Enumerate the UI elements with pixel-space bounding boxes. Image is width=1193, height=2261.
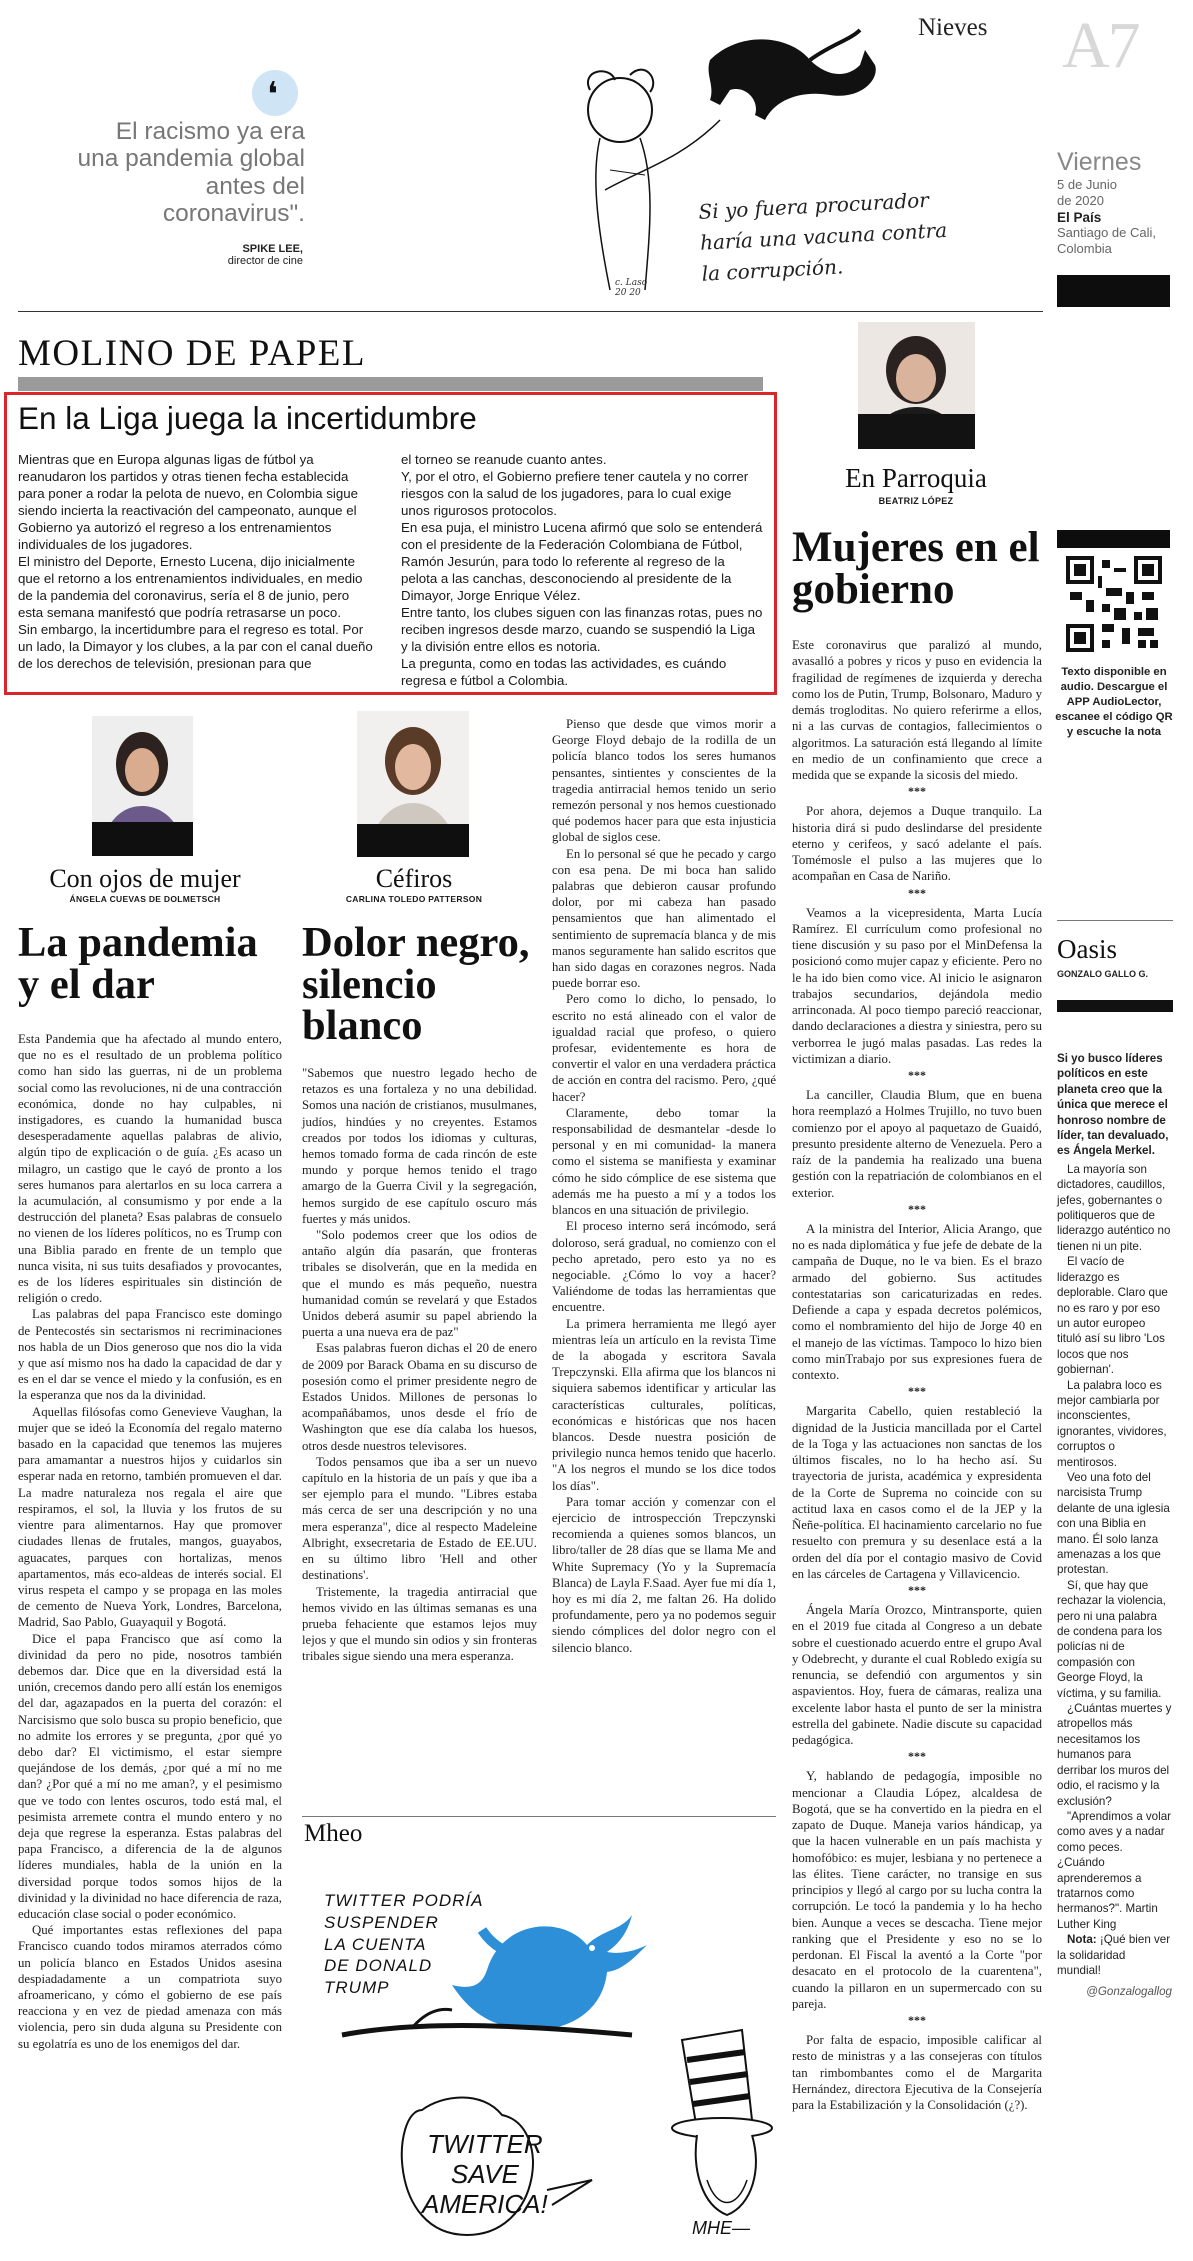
dolor-cont-p6: La primera herramienta me llegó ayer mientras leía un artículo en la revista Time de la abogada y escritora Savala Trepczynski. Ella afirma que los blancos ni siquiera sabemos identificar y articular las características culturales, políticas, económicas e históricas que nos hacen blancos. Desde nuestra posición de privilegio nunca hemos tenido que hacerlo. "A los negros el mundo se los dice todos los días".: [552, 1316, 776, 1493]
parroquia-column-name: En Parroquia: [845, 463, 987, 493]
parroquia-p5: A la ministra del Interior, Alicia Arango, que no es nada diplomática y fue jefe de debate de la campaña de Duque, no le va bien. Es el brazo armado del gobierno. Sus actitudes contestatarias son caricaturizadas en redes. Defiende a capa y espada decretos polémicos, como el nombramiento del hijo de Jorge 40 en el manejo de las víctimas. Tampoco lo hizo bien como minTrabajo por sus expresiones fuera de contexto.: [792, 1221, 1042, 1382]
parroquia-p8: Y, hablando de pedagogía, imposible no mencionar a Claudia López, alcaldesa de Bogotá, que se ha convertido en la piedra en el zapato de Duque. Maneja varios hándicap, ya que la hacen vulnerable en un país machista y homofóbico: es mujer, lesbiana y no pertenece a las élites. Tiene carácter, no transige en sus principios y llegó al cargo por su lucha contra la corrupción. Le tocó la pandemia y lo ha hecho bien. Aunque a veces se descacha. Tiene mejor ranking que el Presidente y eso no se lo perdonan. El Fiscal la aventó a la Corte "por desacato en el protocolo de la cuarentena", cuando la pillaron en un supermercado con su pareja.: [792, 1769, 1042, 2011]
oasis-body: [1057, 1051, 1172, 2000]
parroquia-p9: Por falta de espacio, imposible calificar al resto de ministras y a las consejeras con títulos tan rimbombantes como el de Margarita Hernández, directora Ejecutiva de la Consejería para la Estabilización y la Consolidación (¿?).: [792, 2033, 1042, 2112]
dolor-cont-p2: En lo personal sé que he pecado y cargo con esa pena. De mi boca han salido palabras que debieron causar profundo dolor, por mi cabeza han pasado pensamientos que han alimentado el sentimiento de supremacía blanca y de mis manos seguramente han salido escritos que han sido dagas en corazones negros. Nada puede borrar eso.: [552, 846, 776, 991]
page-number: A7: [1062, 9, 1139, 82]
pandemia-p2: Las palabras del papa Francisco este domingo de Pentecostés sin sectarismos ni recriminaciones nos habla de un Dios generoso que nos dio la vida y que así mismo nos ha dado la capacidad de dar y es en el dar se vence el miedo y la confusión, es en la esperanza que nos da la divinidad.: [18, 1307, 282, 1403]
separator: ***: [908, 784, 926, 799]
parroquia-p4: La canciller, Claudia Blum, que en buena hora reemplazó a Holmes Trujillo, no tuvo buen comienzo por el apoyo al paquetazo de Guaidó, presunto presidente alterno de Venezuela. Pero a raíz de la pandemia ha realizado una buena gestión con la repatriación de colombianos en el exterior.: [792, 1088, 1042, 1200]
separator: ***: [908, 885, 926, 900]
pandemia-p4: Dice el papa Francisco que así como la divinidad da pero no pide, nosotros también debemos dar. Dice que en la diversidad está la unión, crecemos dando pero allí están los enemigos del dar, agazapados en la puerta del corazón: el Narcisismo que solo busca su propio beneficio, que no admite los errores y se pregunta, ¿por qué yo debo dar? El victimismo, el estar siempre quejándose de los demás, ¿por qué a mí no me dan? ¿Por qué a mí no me aman?, y el pesimismo que ve todo con lentes oscuros, todo está mal, el pesimista arremete contra el mundo entero y no deja que regrese la esperanza. Estas palabras del papa Francisco, a diferencia de la de algunos líderes mundiales, habla de la unión en la diversidad porque todos somos hijos de la divinidad y la divinidad no hace diferencia de raza, educación clase social o poder económico.: [18, 1631, 282, 1921]
dolor-p5: Tristemente, la tragedia antirracial que hemos vivido en las últimas semanas es una prueba fehaciente que estamos lejos muy lejos y que el mundo sin odios y sin fronteras tribales sigue siendo una mera esperanza.: [302, 1584, 537, 1664]
oasis-p3: La palabra loco es mejor cambiarla por inconscientes, ignorantes, vividores, corruptos o mentirosos.: [1057, 1378, 1167, 1469]
molino-p8: La pregunta, como en todas las actividades, es cuándo regresa e fútbol a Colombia.: [401, 656, 727, 689]
dolor-author-photo: [357, 711, 469, 857]
molino-p5: Y, por el otro, el Gobierno prefiere tener cautela y no correr riesgos con la salud de los jugadores, para lo cual exige unos rigurosos protocolos.: [401, 469, 749, 519]
parroquia-p7: Ángela María Orozco, Mintransporte, quien en el 2019 fue citada al Congreso a un debate sobre el cuestionado acuerdo entre el grupo Aval y Odebrecht, y durante el cual Robledo exigía su renuncia, se defendió con argumentos y sin aspavientos. Hoy, fuera de cámaras, realiza una excelente labor hasta el punto de ser la ministra estrella del gabinete. Nadie discute su capacidad pedagógica.: [792, 1603, 1042, 1747]
dolor-cont-p3: Pero como lo dicho, lo pensado, lo escrito no está alineado con el valor de igualdad racial que profeso, o quiero profesar, evidentemente es hora de convertir el valor en una verdadera práctica de acción en contra del racismo. Pero, ¿qué hacer?: [552, 992, 776, 1104]
molino-col2: [401, 451, 763, 689]
separator: ***: [908, 1583, 926, 1597]
mheo-rule: [302, 1816, 776, 1817]
dolor-p3: Esas palabras fueron dichas el 20 de enero de 2009 por Barack Obama en su discurso de posesión como el primer presidente negro de Estados Unidos. Millones de personas lo acompañábamos, unos desde el frío de Washington que ese día calaba los huesos, otros desde nuestros televisores.: [302, 1341, 537, 1453]
parroquia-p6: Margarita Cabello, quien restableció la dignidad de la Justicia mancillada por el Cartel de la Toga y las actuaciones non sanctas de los últimos fiscales, no lo ha hecho así. Su trayectoria de jurista, académica y expresidenta de la Corte de Suprema no coincide con su actitud laxa en casos como el de la JEP y la Ñeñe-política. El hacinamiento carcelario no fue resuelto con premura y su desenlace está a la orden del día por el contagio masivo de Covid en las cárceles de Cartagena y Villavicencio.: [792, 1404, 1042, 1581]
mheo-label: Mheo: [304, 1820, 363, 1847]
parroquia-title: Mujeres en el gobierno: [792, 524, 1040, 614]
dolor-body: [302, 1065, 537, 1665]
pull-quote: [70, 118, 305, 228]
pull-quote-text: El racismo ya era una pandemia global antes del coronavirus".: [77, 118, 305, 228]
quote-mark-icon: [252, 70, 298, 116]
oasis-p4: Veo una foto del narcisista Trump delante de una iglesia con una Biblia en mano. Él solo lanza amenazas a los que protestan.: [1057, 1470, 1170, 1577]
dateline-paper: El País: [1057, 209, 1102, 225]
oasis-nota-label: Nota:: [1067, 1933, 1097, 1947]
dolor-cont-p5: El proceso interno será incómodo, será doloroso, será gradual, no comienzo con el pecho apretado, pero esto ya no es negociable. ¿Cómo lo voy a hacer? Valiéndome de todas las herramientas que encuentre.: [552, 1219, 776, 1315]
parroquia-body: [792, 637, 1042, 2113]
black-block: [1057, 275, 1170, 307]
molino-col1: [18, 451, 375, 672]
dolor-continued: [552, 716, 776, 1656]
molino-p1: Mientras que en Europa algunas ligas de fútbol ya reanudaron los partidos y otras tienen fecha establecida para poner a rodar la pelota de nuevo, en Colombia sigue siendo incierta la reactivación del campeonato, aunque el Gobierno ya autorizó el regreso a los entrenamientos individuales de los jugadores.: [18, 452, 359, 553]
cartoon-signature: c. Laso 20 20: [615, 278, 648, 298]
separator: ***: [908, 1384, 926, 1399]
molino-p6: En esa puja, el ministro Lucena afirmó que solo se entenderá con el presidente de la Federación Colombiana de Fútbol, Ramón Jesurún, para todo lo referente al regreso de la pelota a las canchas, desconociendo al presidente de la Dimayor, Jorge Enrique Vélez.: [401, 520, 763, 604]
svg-text:❛: ❛: [267, 75, 278, 115]
parroquia-p2: Por ahora, dejemos a Duque tranquilo. La historia dirá si pudo deslindarse del presidente eterno y cerifeos, y sacó adelante el país. Tomémosle el pulso a las mujeres que lo acompañan en Casa de Nariño.: [792, 804, 1042, 884]
separator: ***: [908, 1201, 926, 1216]
molino-p4: el torneo se reanude cuanto antes.: [401, 452, 607, 467]
molino-p7: Entre tanto, los clubes siguen con las finanzas rotas, pues no reciben ingresos desde marzo, cuando se suspendió la Liga y la división entre ellos es notoria.: [401, 605, 763, 655]
dolor-cont-p7: Para tomar acción y comenzar con el ejercicio de introspección Trepczynski recomienda a quienes somos blancos, un libro/taller de 28 días que se llama Me and White Supremacy (Yo y la Supremacía Blanca) de Layla F.Saad. Ayer fue mi día 1, hoy es mi día 2, me faltan 26. Ha dolido profundamente, pero ya no podemos seguir siendo cómplices del dolor negro con el silencio blanco.: [552, 1494, 776, 1655]
quote-author: SPIKE LEE,: [242, 243, 303, 255]
dolor-p2: "Solo podemos creer que los odios de antaño algún día pasarán, que fronteras tribales se disolverán, que en la medida en que el mundo es más pequeño, nuestra humanidad común se revelará y que Estados Unidos deberá asumir su papel abriendo la puerta a una nueva era de paz": [302, 1228, 537, 1340]
oasis-rule: [1057, 1000, 1173, 1012]
parroquia-author: BEATRIZ LÓPEZ: [878, 496, 954, 506]
dateline-day: Viernes: [1057, 148, 1142, 176]
oasis-top-rule: [1057, 920, 1173, 921]
oasis-lead: Si yo busco líderes políticos en este planeta creo que la única que merece el honroso nombre de líder, tan devaluado, es Ángela Merkel.: [1057, 1052, 1169, 1158]
section-name: Nieves: [918, 14, 988, 41]
dateline: [1057, 148, 1187, 257]
qr-caption: Texto disponible en audio. Descargue el APP AudioLector, escanee el código QR y escuche la nota: [1055, 666, 1173, 739]
oasis-nota-text: ¡Qué bien ver la solidaridad mundial!: [1057, 1933, 1171, 1977]
pandemia-p5: Qué importantes estas reflexiones del papa Francisco cuando todos miramos aterrados cómo un policía blanco en Estados Unidos asesina despiadadamente a un compatriota suyo afroamericano, y cómo el gobierno de ese país reacciona y en vez de piedad amenaza con más violencia, pero sin duda alguna su Presidente con su egolatría es uno de los enemigos del dar.: [18, 1923, 282, 2051]
molino-p2: El ministro del Deporte, Ernesto Lucena, dijo inicialmente que el retorno a los entrenamientos individuales, en medio de la pandemia del coronavirus, sería el 8 de junio, pero esta semana manifestó que podría retrasarse un poco.: [18, 554, 363, 621]
oasis-column-name: Oasis: [1057, 934, 1117, 964]
oasis-p2: El vacío de liderazgo es deplorable. Claro que no es raro y por eso un autor europeo tituló así su libro 'Los locos que nos gobiernan'.: [1057, 1255, 1168, 1377]
dolor-p4: Todos pensamos que iba a ser un nuevo capítulo en la historia de un país y que iba a ser ejemplo para el mundo. "Libres estaba más cerca de ser una descripción y no una mera esperanza", dice al respecto Madeleine Albright, exsecretaria de Estado de EE.UU. en su último libro 'Hell and other destinations'.: [302, 1454, 537, 1583]
pandemia-title: La pandemia y el dar: [18, 919, 258, 1008]
dolor-p1: "Sabemos que nuestro legado hecho de retazos es una fortaleza y no una debilidad. Somos una nación de cristianos, musulmanes, judíos, hindúes y no creyentes. Estamos creados por todos los idiomas y culturas, hemos tomado forma de cada rincón de este mundo y porque hemos tenido el trago amargo de la Guerra Civil y la segregación, hemos surgido de ese capítulo oscuro más fuertes y más unidos.: [302, 1066, 537, 1226]
mheo-text-2: TWITTER SAVE AMERICA!: [422, 2129, 548, 2219]
oasis-p7: "Aprendimos a volar como aves y a nadar como peces. ¿Cuándo aprenderemos a tratarnos como hermanos?". Martin Luther King: [1057, 1809, 1171, 1931]
qr-bar: [1057, 530, 1170, 548]
dolor-column-name: Céfiros: [375, 864, 453, 893]
dolor-author: CARLINA TOLEDO PATTERSON: [345, 894, 483, 904]
parroquia-p3: Veamos a la vicepresidenta, Marta Lucía Ramírez. El currículum como profesional no tiene discusión y su paso por el MinDefensa la posicionó como mujer capaz y eficiente. Pero no le ha ido bien como vice. Al inicio le asignaron trabajos secundarios, dejándola medio arrinconada. Al poco tiempo pareció reaccionar, dando declaraciones a diestra y siniestra, pero su verborrea le jugó malas pasadas. Las redes la victimizan a diario.: [792, 905, 1042, 1066]
header-rule: [18, 311, 1043, 312]
molino-title: En la Liga juega la incertidumbre: [18, 400, 477, 436]
pandemia-author-photo: [92, 716, 193, 856]
pandemia-column-name: Con ojos de mujer: [49, 864, 241, 893]
oasis-p1: La mayoría son dictadores, caudillos, jefes, gobernantes o politiqueros que de liderazgo auténtico no tienen ni un pite.: [1057, 1162, 1171, 1253]
separator: ***: [908, 2013, 926, 2027]
quote-role: director de cine: [227, 255, 303, 267]
oasis-handle[interactable]: @Gonzalogallog: [1086, 1985, 1172, 1999]
molino-p3: Sin embargo, la incertidumbre para el regreso es total. Por un lado, la Dimayor y los clubes, a la par con el canal dueño de los derechos de televisión, presionan para que: [18, 622, 373, 672]
oasis-p6: ¿Cuántas muertes y atropellos más necesitamos los humanos para derribar los muros del odio, el racismo y la exclusión?: [1057, 1702, 1172, 1808]
parroquia-author-photo: [858, 322, 975, 449]
dolor-cont-p1: Pienso que desde que vimos morir a George Floyd debajo de la rodilla de un policía blanco todos los seres humanos pensantes, sintientes y conscientes de la tragedia antirracial hemos tenido un serio remezón personal y nos hemos cuestionado qué podemos hacer para que esta injusticia global de siglos cese.: [552, 717, 776, 845]
quote-attribution: [70, 243, 303, 267]
dateline-date: 5 de Junio de 2020: [1057, 177, 1117, 209]
oasis-nota: [1057, 1932, 1172, 1978]
pandemia-author: ÁNGELA CUEVAS DE DOLMETSCH: [69, 894, 221, 904]
parroquia-p1: Este coronavirus que paralizó al mundo, avasalló a pobres y ricos y puso en evidencia la fragilidad de regímenes de izquierda y derecha como los de Putin, Trump, Bolsonaro, Maduro y demás trogloditas. No quiero referirme a ellos, ni a las curvas de contagios, fallecimientos o algoritmos. La saturación está llegando al límite en medio de un confinamiento que crece a medida que se expande la sicosis del miedo.: [792, 638, 1042, 782]
oasis-p5: Sí, que hay que rechazar la violencia, pero ni una palabra de condena para los policías ni de compasión con George Floyd, la víctima, y su familia.: [1057, 1578, 1166, 1700]
dolor-title: Dolor negro, silencio blanco: [302, 919, 530, 1050]
molino-bar: [18, 377, 763, 391]
mheo-signature: MHE—: [692, 2218, 750, 2238]
pandemia-p1: Esta Pandemia que ha afectado al mundo entero, que no es el resultado de un problema político como han sido las guerras, ni de un problema social como las revoluciones, ni de una contracción económica, donde no hay culpables, ni instigadores, es cuando la humanidad busca desesperadamente aquellas palabras de alivio, algún tipo de explicación o de guía. ¿Es acaso un milagro, un castigo que le cayó de pronto a los seres humanos para alertarlos en su loca carrera a la acumulación, al consumismo y por ende a la destrucción del planeta? Esas palabras de consuelo no vienen de los líderes políticos, no es Trump con una Biblia parado en frente de un templo que nunca visita, ni sus tuits desafiados y provocantes, es de los líderes espirituales sin distinción de religión o credo.: [18, 1032, 282, 1306]
molino-section-title: MOLINO DE PAPEL: [18, 333, 366, 374]
dateline-place: Santiago de Cali, Colombia: [1057, 224, 1157, 256]
separator: ***: [908, 1068, 926, 1082]
dolor-cont-p4: Claramente, debo tomar la responsabilidad de desmantelar -desde lo personal y en mi comunidad- la manera como el sistema se manifiesta y examinar cómo he sido cómplice de ese sistema que además me ha puesto a mí y a todos los blancos en una situación de privilegio.: [552, 1105, 776, 1218]
cartoon-caption: Si yo fuera procurador haría una vacuna contra la corrupción.: [697, 187, 948, 286]
separator: ***: [908, 1749, 926, 1764]
top-cartoon: [560, 20, 980, 310]
pandemia-p3: Aquellas filósofas como Genevieve Vaughan, la mujer que se ideó la Economía del regalo materno basado en la capacidad que tenemos las mujeres para amamantar a nuestros hijos y cuidarlos sin esperar nada en retorno, también promueven el dar. La madre naturaleza nos regala el aire que respiramos, el sol, la lluvia y los frutos de su vientre para alimentarnos. Hay que promover ciudades llenas de frutales, mangos, guayabos, aguacates, parques con hortalizas, menos apartamentos, más eco-aldeas de interés social. El virus respeta el campo y se propaga en las moles de cemento de Nueva York, Londres, Barcelona, Madrid, Sao Pablo, Guayaquil y Bogotá.: [18, 1404, 282, 1630]
mheo-cartoon: [302, 1860, 776, 2245]
oasis-author: GONZALO GALLO G.: [1057, 969, 1148, 979]
pandemia-body: [18, 1031, 282, 2052]
qr-code-icon[interactable]: [1066, 556, 1162, 652]
mheo-text-1: TWITTER PODRÍA SUSPENDER LA CUENTA DE DONALD TRUMP: [324, 1891, 484, 1997]
